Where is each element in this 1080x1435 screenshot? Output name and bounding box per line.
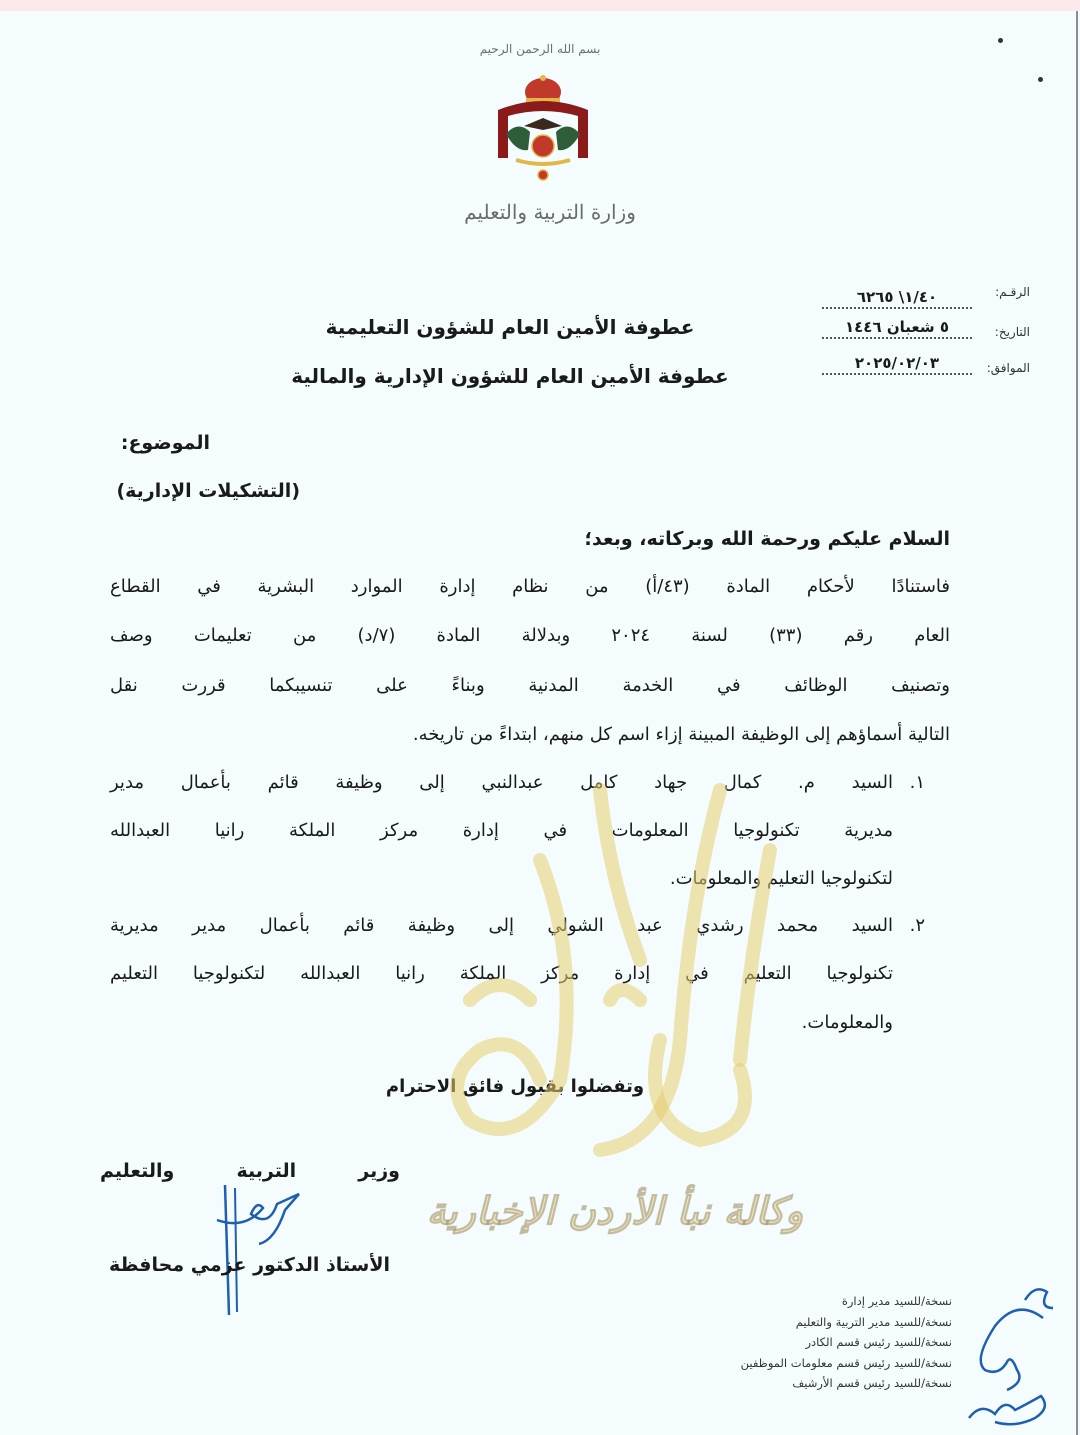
copy-recipient: نسخة/للسيد رئيس قسم الكادر (805, 1335, 952, 1349)
watermark-text: وكالة نبأ الأردن الإخبارية (426, 1188, 804, 1233)
list-item-line: تكنولوجيا التعليم في إدارة مركز الملكة رانيا العبدالله لتكنولوجيا التعليم (110, 963, 893, 984)
copy-recipient: نسخة/للسيد مدير التربية والتعليم (795, 1314, 952, 1329)
subject-value: (التشكيلات الإدارية) (116, 480, 300, 502)
reference-number-value: ١/٤٠\ ٦٢٦٥ (822, 288, 972, 309)
paragraph-line: فاستنادًا لأحكام المادة (٤٣/أ) من نظام إدارة الموارد البشرية في القطاع (110, 576, 950, 597)
reference-number-row (822, 278, 1030, 306)
minister-title: وزير التربية والتعليم (100, 1160, 400, 1182)
copies-list (690, 1294, 952, 1397)
addressee-line: عطوفة الأمين العام للشؤون الإدارية والمالية (291, 364, 729, 388)
hijri-date-label: التاريخ: (994, 325, 1030, 339)
speck-dot (998, 38, 1003, 43)
list-item-line: لتكنولوجيا التعليم والمعلومات. (669, 868, 893, 889)
gregorian-date-label: الموافق: (986, 361, 1030, 375)
list-item-line: السيد محمد رشدي عبد الشولي إلى وظيفة قائم بأعمال مدير مديرية (110, 915, 893, 936)
paragraph-line: وتصنيف الوظائف في الخدمة المدنية وبناءً على تنسيبكما قررت نقل (110, 675, 950, 696)
speck-dot (1038, 77, 1043, 82)
top-strip (0, 0, 1080, 11)
gregorian-date-value: ٢٠٢٥/٠٢/٠٣ (822, 354, 972, 375)
subject-label: الموضوع: (120, 432, 210, 454)
copy-recipient: نسخة/للسيد مدير إدارة (841, 1294, 952, 1308)
list-item-number: ٢. (909, 915, 925, 936)
closing-line: وتفضلوا بقبول فائق الاحترام (385, 1076, 645, 1097)
list-item-line: والمعلومات. (801, 1012, 893, 1033)
hijri-date-row (822, 318, 1030, 339)
gregorian-date-row (822, 354, 1030, 375)
copy-recipient: نسخة/للسيد رئيس قسم معلومات الموظفين (740, 1355, 952, 1370)
reference-number-label: الرقـم: (995, 285, 1030, 299)
minister-name: الأستاذ الدكتور عزمي محافظة (109, 1254, 390, 1276)
handwritten-annotation-icon (955, 1278, 1070, 1433)
paragraph-line: التالية أسماؤهم إلى الوظيفة المبينة إزاء اسم كل منهم، ابتداءً من تاريخه. (412, 724, 950, 745)
list-item-number: ١. (909, 772, 925, 793)
minister-signature-icon (195, 1180, 315, 1320)
greeting: السلام عليكم ورحمة الله وبركاته، وبعد؛ (584, 528, 950, 550)
hijri-date-value: ٥ شعبان ١٤٤٦ (822, 318, 972, 339)
paragraph-line: العام رقم (٣٣) لسنة ٢٠٢٤ وبدلالة المادة (٧/د) من تعليمات وصف (110, 625, 951, 646)
list-item-line: مديرية تكنولوجيا المعلومات في إدارة مركز الملكة رانيا العبدالله (110, 820, 893, 841)
addressee-line: عطوفة الأمين العام للشؤون التعليمية (325, 315, 695, 339)
page-edge (1076, 11, 1078, 1435)
ministry-logo-text: وزارة التربية والتعليم (464, 200, 636, 224)
basmala: بسم الله الرحمن الرحيم (479, 42, 601, 56)
copy-recipient: نسخة/للسيد رئيس قسم الأرشيف (792, 1376, 952, 1390)
list-item-line: السيد م. كمال جهاد كامل عبدالنبي إلى وظيفة قائم بأعمال مدير (110, 772, 893, 793)
jordan-coat-of-arms-icon (488, 72, 598, 187)
